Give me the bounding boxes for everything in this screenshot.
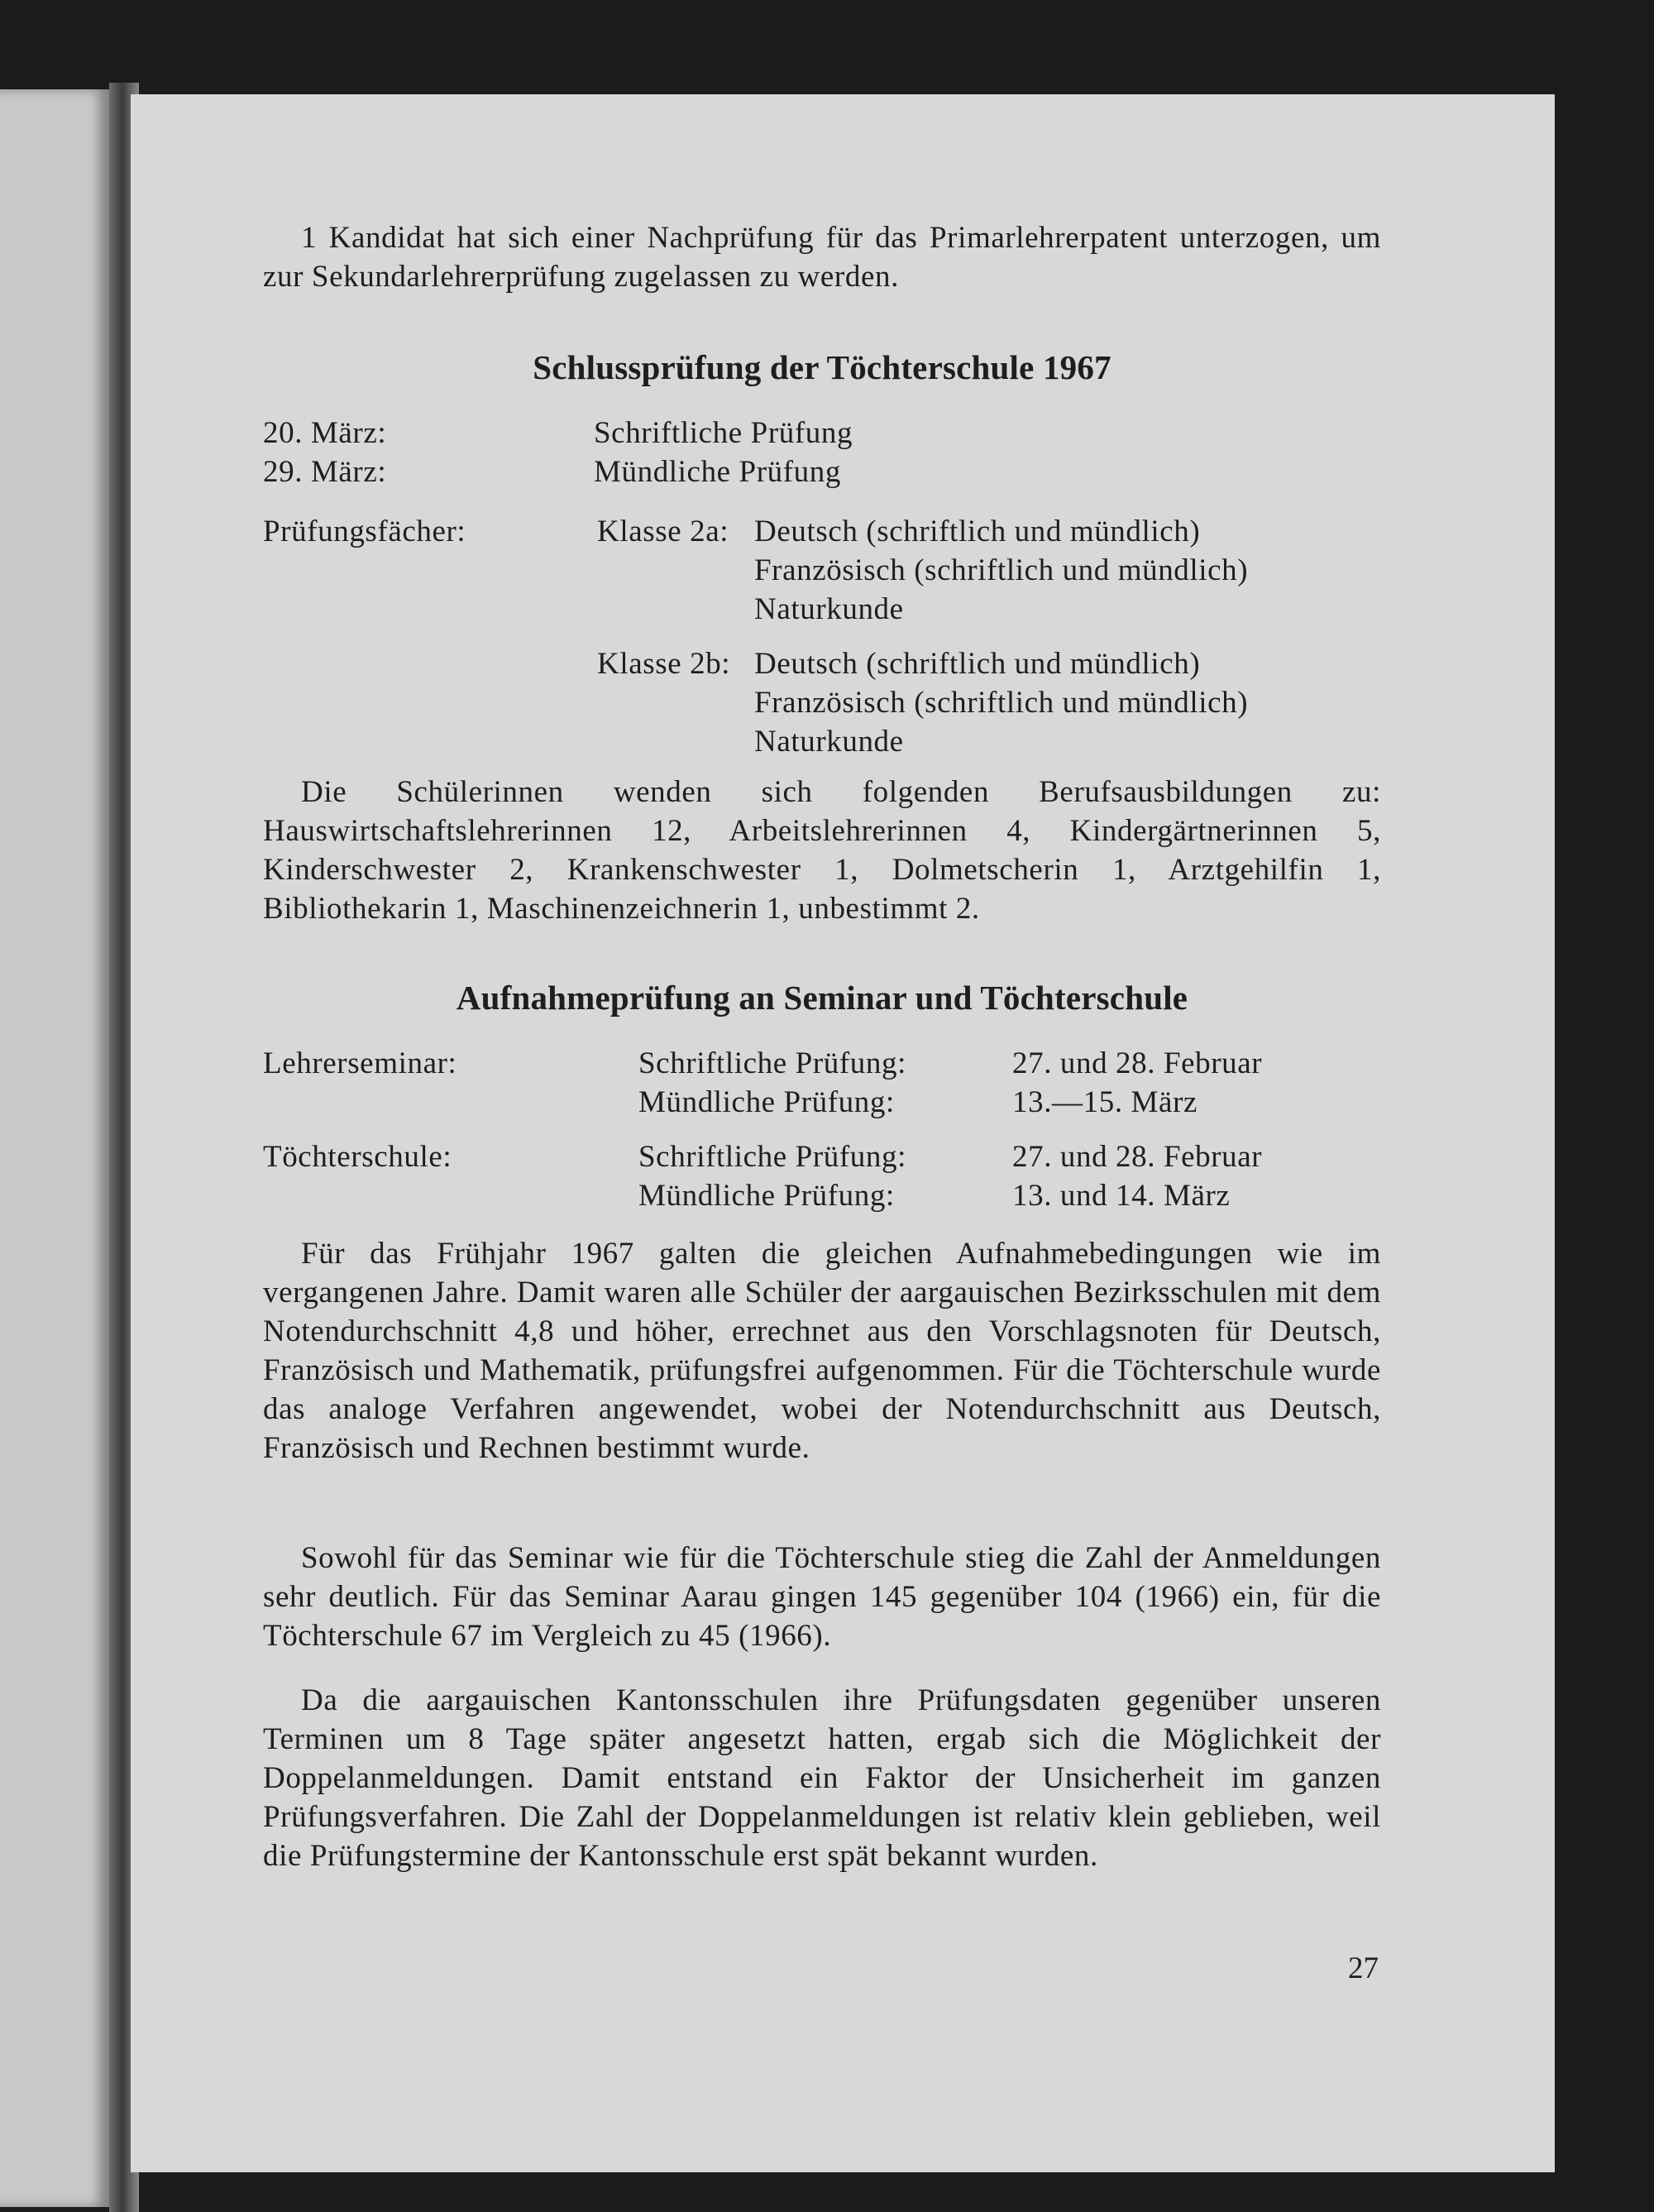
date-label: 29. März: [263,455,387,489]
date-event: Schriftliche Prüfung [594,416,853,450]
school-label: Lehrerseminar: [263,1046,457,1080]
exam-type: Schriftliche Prüfung: [638,1140,906,1174]
book-page [131,94,1555,2172]
careers-paragraph: Die Schülerinnen wenden sich folgenden Berufsausbildungen zu: Hauswirtschaftslehrerinnen 12, Arbeitslehrerinnen 4, Kindergärtnerinnen 5, Kinderschwester 2, Krankenschwester 1, Dolmetscherin 1, Arztgehilfin 1, Bibliothekarin 1, Maschinenzeichnerin 1, unbestimmt 2. [263,775,1381,926]
exam-type: Mündliche Prüfung: [638,1179,895,1213]
class-subject: Deutsch (schriftlich und mündlich) [754,515,1201,548]
body-paragraph: Da die aargauischen Kantonsschulen ihre Prüfungsdaten gegenüber unseren Terminen um 8 Tage später angesetzt hatten, ergab sich die Möglichkeit der Doppelanmeldungen. Damit entstand ein Faktor der Unsicherheit im ganzen Prüfungsverfahren. Die Zahl der Doppelanmeldungen ist relativ klein geblieben, weil die Prüfungstermine der Kantonsschule erst spät bekannt wurden. [263,1683,1381,1873]
body-paragraph: Sowohl für das Seminar wie für die Töchterschule stieg die Zahl der Anmeldungen sehr deutlich. Für das Seminar Aarau gingen 145 gegenüber 104 (1966) ein, für die Töchterschule 67 im Vergleich zu 45 (1966). [263,1541,1381,1653]
exam-date: 27. und 28. Februar [1012,1140,1263,1174]
section-title-aufnahmepruefung: Aufnahmeprüfung an Seminar und Töchterschule [456,979,1188,1017]
subjects-label: Prüfungsfächer: [263,515,466,548]
date-label: 20. März: [263,416,387,450]
page-number: 27 [1348,1951,1379,1985]
body-paragraph: Für das Frühjahr 1967 galten die gleichen Aufnahmebedingungen wie im vergangenen Jahre. Damit waren alle Schüler der aargauischen Bezirksschulen mit dem Notendurchschnitt 4,8 und höher, errechnet aus den Vorschlagsnoten für Deutsch, Französisch und Mathematik, prüfungsfrei aufgenommen. Für die Töchterschule wurde das analoge Verfahren angewendet, wobei der Notendurchschnitt aus Deutsch, Französisch und Rechnen bestimmt wurde. [263,1237,1381,1465]
exam-type: Mündliche Prüfung: [638,1085,895,1119]
exam-date: 13.—15. März [1012,1085,1198,1119]
left-page-edge [0,89,109,2207]
exam-date: 13. und 14. März [1012,1179,1231,1213]
class-subject: Naturkunde [754,725,904,759]
class-subject: Französisch (schriftlich und mündlich) [754,686,1249,720]
class-label: Klasse 2a: [597,515,729,548]
section-title-schlusspruefung: Schlussprüfung der Töchterschule 1967 [533,348,1111,386]
class-subject: Deutsch (schriftlich und mündlich) [754,647,1201,681]
class-subject: Französisch (schriftlich und mündlich) [754,553,1249,587]
date-event: Mündliche Prüfung [594,455,841,489]
exam-date: 27. und 28. Februar [1012,1046,1263,1080]
class-label: Klasse 2b: [597,647,731,681]
school-label: Töchterschule: [263,1140,452,1174]
intro-paragraph: 1 Kandidat hat sich einer Nachprüfung für das Primarlehrerpatent unterzogen, um zur Sekundarlehrerprüfung zugelassen zu werden. [263,221,1381,294]
class-subject: Naturkunde [754,592,904,626]
exam-type: Schriftliche Prüfung: [638,1046,906,1080]
